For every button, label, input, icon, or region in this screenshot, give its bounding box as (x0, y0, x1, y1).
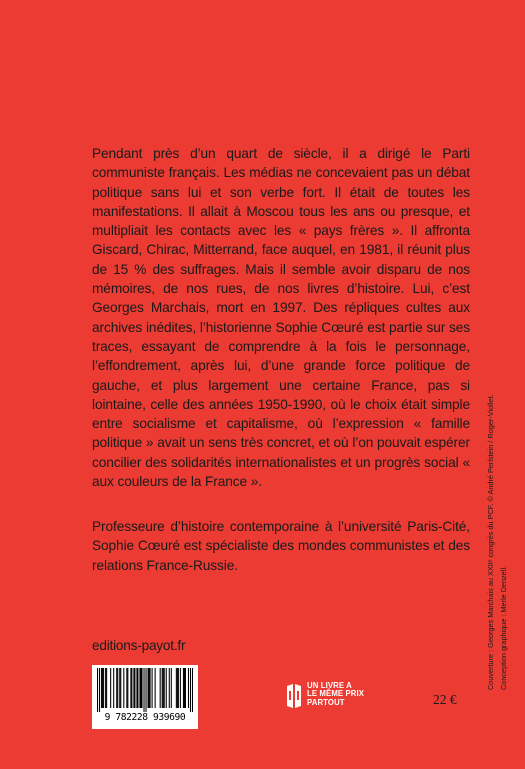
barcode-bar (126, 668, 127, 708)
barcode-bar (143, 668, 144, 712)
barcode-bar (102, 668, 103, 708)
cover-credits (485, 390, 510, 690)
isbn-barcode (92, 665, 198, 729)
barcode-bar (136, 668, 137, 708)
barcode-bar (131, 668, 132, 708)
prix-line-2: LE MÊME PRIX (307, 689, 365, 699)
barcode-bar (188, 668, 189, 708)
barcode-bar (162, 668, 163, 708)
barcode-bar (155, 668, 156, 708)
barcode-bar (190, 668, 191, 712)
barcode-bar (141, 668, 142, 708)
barcode-bar (137, 668, 138, 708)
barcode-bar (146, 668, 147, 712)
isbn-digits: 9 782228 939690 (104, 712, 186, 723)
prix-line-3: PARTOUT (307, 697, 345, 707)
barcode-bar (177, 668, 178, 708)
barcode-bar (99, 668, 100, 712)
barcode-bar (163, 668, 164, 708)
prix-unique-logo (286, 680, 376, 712)
barcode-bar (105, 668, 106, 708)
barcode-bar (97, 668, 98, 712)
barcode-bar (152, 668, 153, 708)
barcode-bar (110, 668, 111, 708)
barcode-bar (183, 668, 184, 708)
barcode-bar (160, 668, 161, 708)
publisher-website[interactable]: editions-payot.fr (92, 638, 186, 653)
barcode-bar (116, 668, 117, 708)
barcode-bar (192, 668, 193, 712)
barcode-bar (139, 668, 140, 708)
author-bio: Professeure d’histoire contemporaine à l’université Paris-Cité, Sophie Cœuré est spécialiste des mondes communistes et des relations France-Russie. (92, 519, 470, 573)
barcode-bar (117, 668, 118, 708)
barcode-bar (106, 668, 107, 708)
barcode-bar (180, 668, 181, 708)
barcode-bar (178, 668, 179, 708)
barcode-bar (123, 668, 124, 708)
prix-line-1: UN LIVRE A (307, 681, 352, 690)
photo-credit: Couverture : Georges Marchais au XXIIᵉ congrès du PCF. © André Perlstein / Roger-Viollet. (486, 394, 495, 690)
barcode-bar (166, 668, 167, 708)
barcode-bar (127, 668, 128, 708)
prix-unique-text (307, 682, 364, 707)
barcode-bar (130, 668, 131, 708)
design-credit: Conception graphique : Merle Denzell. (498, 565, 508, 690)
barcode-bar (140, 668, 141, 708)
book-price-icon (286, 683, 302, 709)
barcode-bar (148, 668, 149, 708)
barcode-bar (185, 668, 186, 708)
book-blurb: Pendant près d’un quart de siècle, il a dirigé le Parti communiste français. Les médias ne concevaient pas un débat politique sans lui et son verbe fort. Il était de toutes les manifestations. Il allait à Moscou tous les ans ou presque, et multipliait les contacts avec les « pays frères ». Il affronta Giscard, Chirac, Mitterrand, face auquel, en 1981, il réunit plus de 15 % des suffrages. Mais il semble avoir disparu de nos mémoires, de nos rues, de nos livres d’histoire. Lui, c’est Georges Marchais, mort en 1997. Des répliques cultes aux archives inédites, l’historienne Sophie Cœuré est partie sur ses traces, essayant de comprendre à la fois le personnage, l’effondrement, après lui, d’une grande force politique de gauche, et plus largement une certaine France, pas si lointaine, celle des années 1950-1990, où le choix était simple entre socialisme et capitalisme, où l’expression « famille politique » avait un sens très concret, et où l’on pouvait espérer concilier des solidarités internationalistes et un progrès social « aux couleurs de la France ». (92, 146, 470, 490)
barcode-bar (164, 668, 165, 708)
barcode-bar (119, 668, 120, 708)
barcode-bars (97, 668, 193, 712)
book-price: 22 € (433, 692, 457, 707)
barcode-bar (184, 668, 185, 708)
barcode-bar (120, 668, 121, 708)
barcode-bar (134, 668, 135, 708)
barcode-bar (103, 668, 104, 708)
barcode-bar (176, 668, 177, 708)
barcode-bar (150, 668, 151, 708)
barcode-bar (101, 668, 102, 708)
barcode-bar (171, 668, 172, 708)
barcode-bar (149, 668, 150, 708)
barcode-bar (169, 668, 170, 708)
barcode-bar (133, 668, 134, 708)
barcode-bar (113, 668, 114, 708)
